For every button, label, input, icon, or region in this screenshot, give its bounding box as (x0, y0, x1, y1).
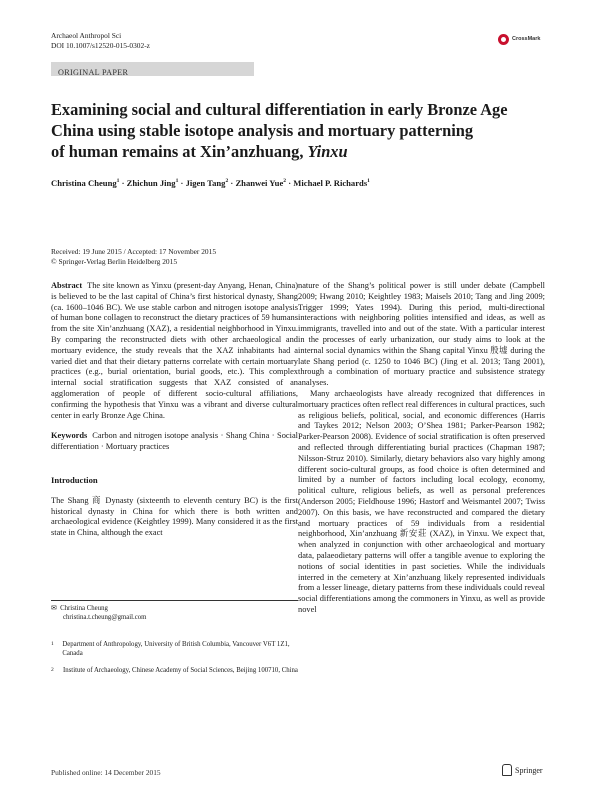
title-line-1: Examining social and cultural differentiation in early Bronze Age (51, 100, 508, 119)
title-line-3-italic: Yinxu (307, 142, 348, 161)
abstract-text: The site known as Yinxu (present-day Anyang, Henan, China) is believed to be the last capital of China’s first historical dynasty, Shang (ca. 1600–1046 BC). We use stable carbon and nitrogen isotope analysis of human bone collagen to reconstruct the dietary practices of 59 humans from the site Xin’anzhuang (XAZ), a residential neighborhood in Yinxu. By comparing the reconstructed diets with other archaeological and mortuary evidence, the study reveals that the XAZ inhabitants had a varied diet and that their dietary patterns correlate with certain mortuary practices (e.g., burial orientation, burial goods, etc.). This complex internal social stratification suggests that XAZ consisted of an agglomeration of people of different socio-cultural affiliations, confirming the hypothesis that Yinxu was a vibrant and diverse cultural center in early Bronze Age China. (51, 281, 299, 420)
left-column (51, 281, 298, 539)
keywords-text: Carbon and nitrogen isotope analysis · Shang China · Social differentiation · Mortuary practices (51, 431, 298, 452)
received-accepted: Received: 19 June 2015 / Accepted: 17 November 2015 (51, 247, 217, 256)
abstract-label: Abstract (51, 281, 83, 290)
footnote-divider (51, 600, 298, 601)
body-paragraph: Many archaeologists have already recognized that differences in mortuary practices often reflect real differences in cultural practices, such as religious beliefs, political, social, and economic differences (Harris and Taykes 2012; Nelson 2003; O’Shea 1981; Parker-Pearson 1982; Parker-Pearson 2008). Evidence of social stratification is often preserved and reflected through differentiating burial practices (Chapman 1987; Nilsson-Struz 2010). Similarly, dietary behaviors also vary highly among different socio-cultural groups, as food choice is often determined and limited by a number of factors including local ecology, economy, political culture, religious beliefs, as well as personal preferences (Anderson 2005; Fieldhouse 1996; Hastorf and Weismantel 2007; Twiss 2007). On this basis, we have reconstructed and compared the dietary and mortuary practices of 59 individuals from a residential neighborhood, Xin’anzhuang 新安莊 (XAZ), in Yinxu. We expect that, when analyzed in conjunction with other archaeological and mortuary data, palaeodietary patterns will offer a tangible avenue to exploring the notions of social identities in past societies. While the individuals interred in the cemetery at Xin’anzhuang likely represented individuals from a lesser lineage, dietary patterns from these individuals could reveal social differentiations among the commoners in Yinxu, as well as provide novel (298, 388, 545, 614)
abstract (51, 281, 298, 421)
journal-header (51, 31, 150, 51)
author[interactable]: Zhichun Jing$^1$ (126, 178, 179, 188)
affiliation-1: 1 Department of Anthropology, University of British Columbia, Vancouver V6T 1Z1, Canada (51, 641, 290, 657)
contact-name: Christina Cheung (60, 605, 108, 612)
contact-footnote (51, 604, 298, 622)
body-paragraph: nature of the Shang’s political power is still under debate (Campbell 2009; Hwang 2010; Keightley 1983; Maisels 2010; Tang and Jing 2009; Trigger 1999; Yates 1994). During this period, multi-directional interactions with neighboring polities intensified and ideas, as well as immigrants, travelled into and out of the state. With a particular interest in the processes of early urbanization, our study aims to look at the internal social dynamics within the Shang capital Yinxu 殷墟 during the late Shang period (c. 1250 to 1046 BC) (Jing et al. 2013; Tang 2001), through a combination of mortuary practice and subsistence strategy analyses. (298, 281, 545, 388)
intro-paragraph: The Shang 商 Dynasty (sixteenth to eleventh century BC) is the first historical dynasty in China for which there is both written and archaeological evidence (Keightley 1999). Many considered it as the first state in China, although the exact (51, 495, 298, 538)
crossmark-label: CrossMark (512, 36, 541, 42)
copyright: © Springer-Verlag Berlin Heidelberg 2015 (51, 257, 178, 266)
article-type-label: ORIGINAL PAPER (58, 68, 129, 77)
article-type-badge (51, 62, 254, 76)
contact-email[interactable]: christina.t.cheung@gmail.com (63, 614, 147, 621)
crossmark-icon (498, 34, 509, 45)
crossmark-badge[interactable] (498, 32, 544, 46)
author[interactable]: Christina Cheung$^1$ (51, 178, 120, 188)
publisher-logo (502, 764, 543, 776)
author-list: Christina Cheung$^1$ · Zhichun Jing$^1$ · Jigen Tang$^2$ · Zhanwei Yue$^2$ · Michael P. Richards$^1$ (51, 178, 370, 188)
title-line-3-text: of human remains at Xin’anzhuang, (51, 142, 308, 161)
author[interactable]: Michael P. Richards$^1$ (293, 178, 370, 188)
affiliation-2: 2 Institute of Archaeology, Chinese Academy of Social Sciences, Beijing 100710, China (51, 667, 298, 674)
title-line-3 (51, 141, 551, 162)
article-dates (51, 247, 216, 267)
intro-heading: Introduction (51, 474, 98, 485)
journal-name: Archaeol Anthropol Sci (51, 31, 122, 40)
title-line-2: China using stable isotope analysis and mortuary patterning (51, 121, 474, 140)
publisher-name: Springer (515, 765, 543, 775)
doi[interactable]: DOI 10.1007/s12520-015-0302-z (51, 41, 150, 50)
author[interactable]: Jigen Tang$^2$ (185, 178, 229, 188)
right-column (298, 281, 545, 616)
keywords (51, 431, 298, 453)
springer-horse-icon (502, 764, 512, 776)
keywords-label: Keywords (51, 431, 88, 441)
published-date: Published online: 14 December 2015 (51, 768, 161, 777)
envelope-icon: ✉ (51, 605, 57, 612)
article-title (51, 99, 551, 162)
author[interactable]: Zhanwei Yue$^2$ (235, 178, 287, 188)
